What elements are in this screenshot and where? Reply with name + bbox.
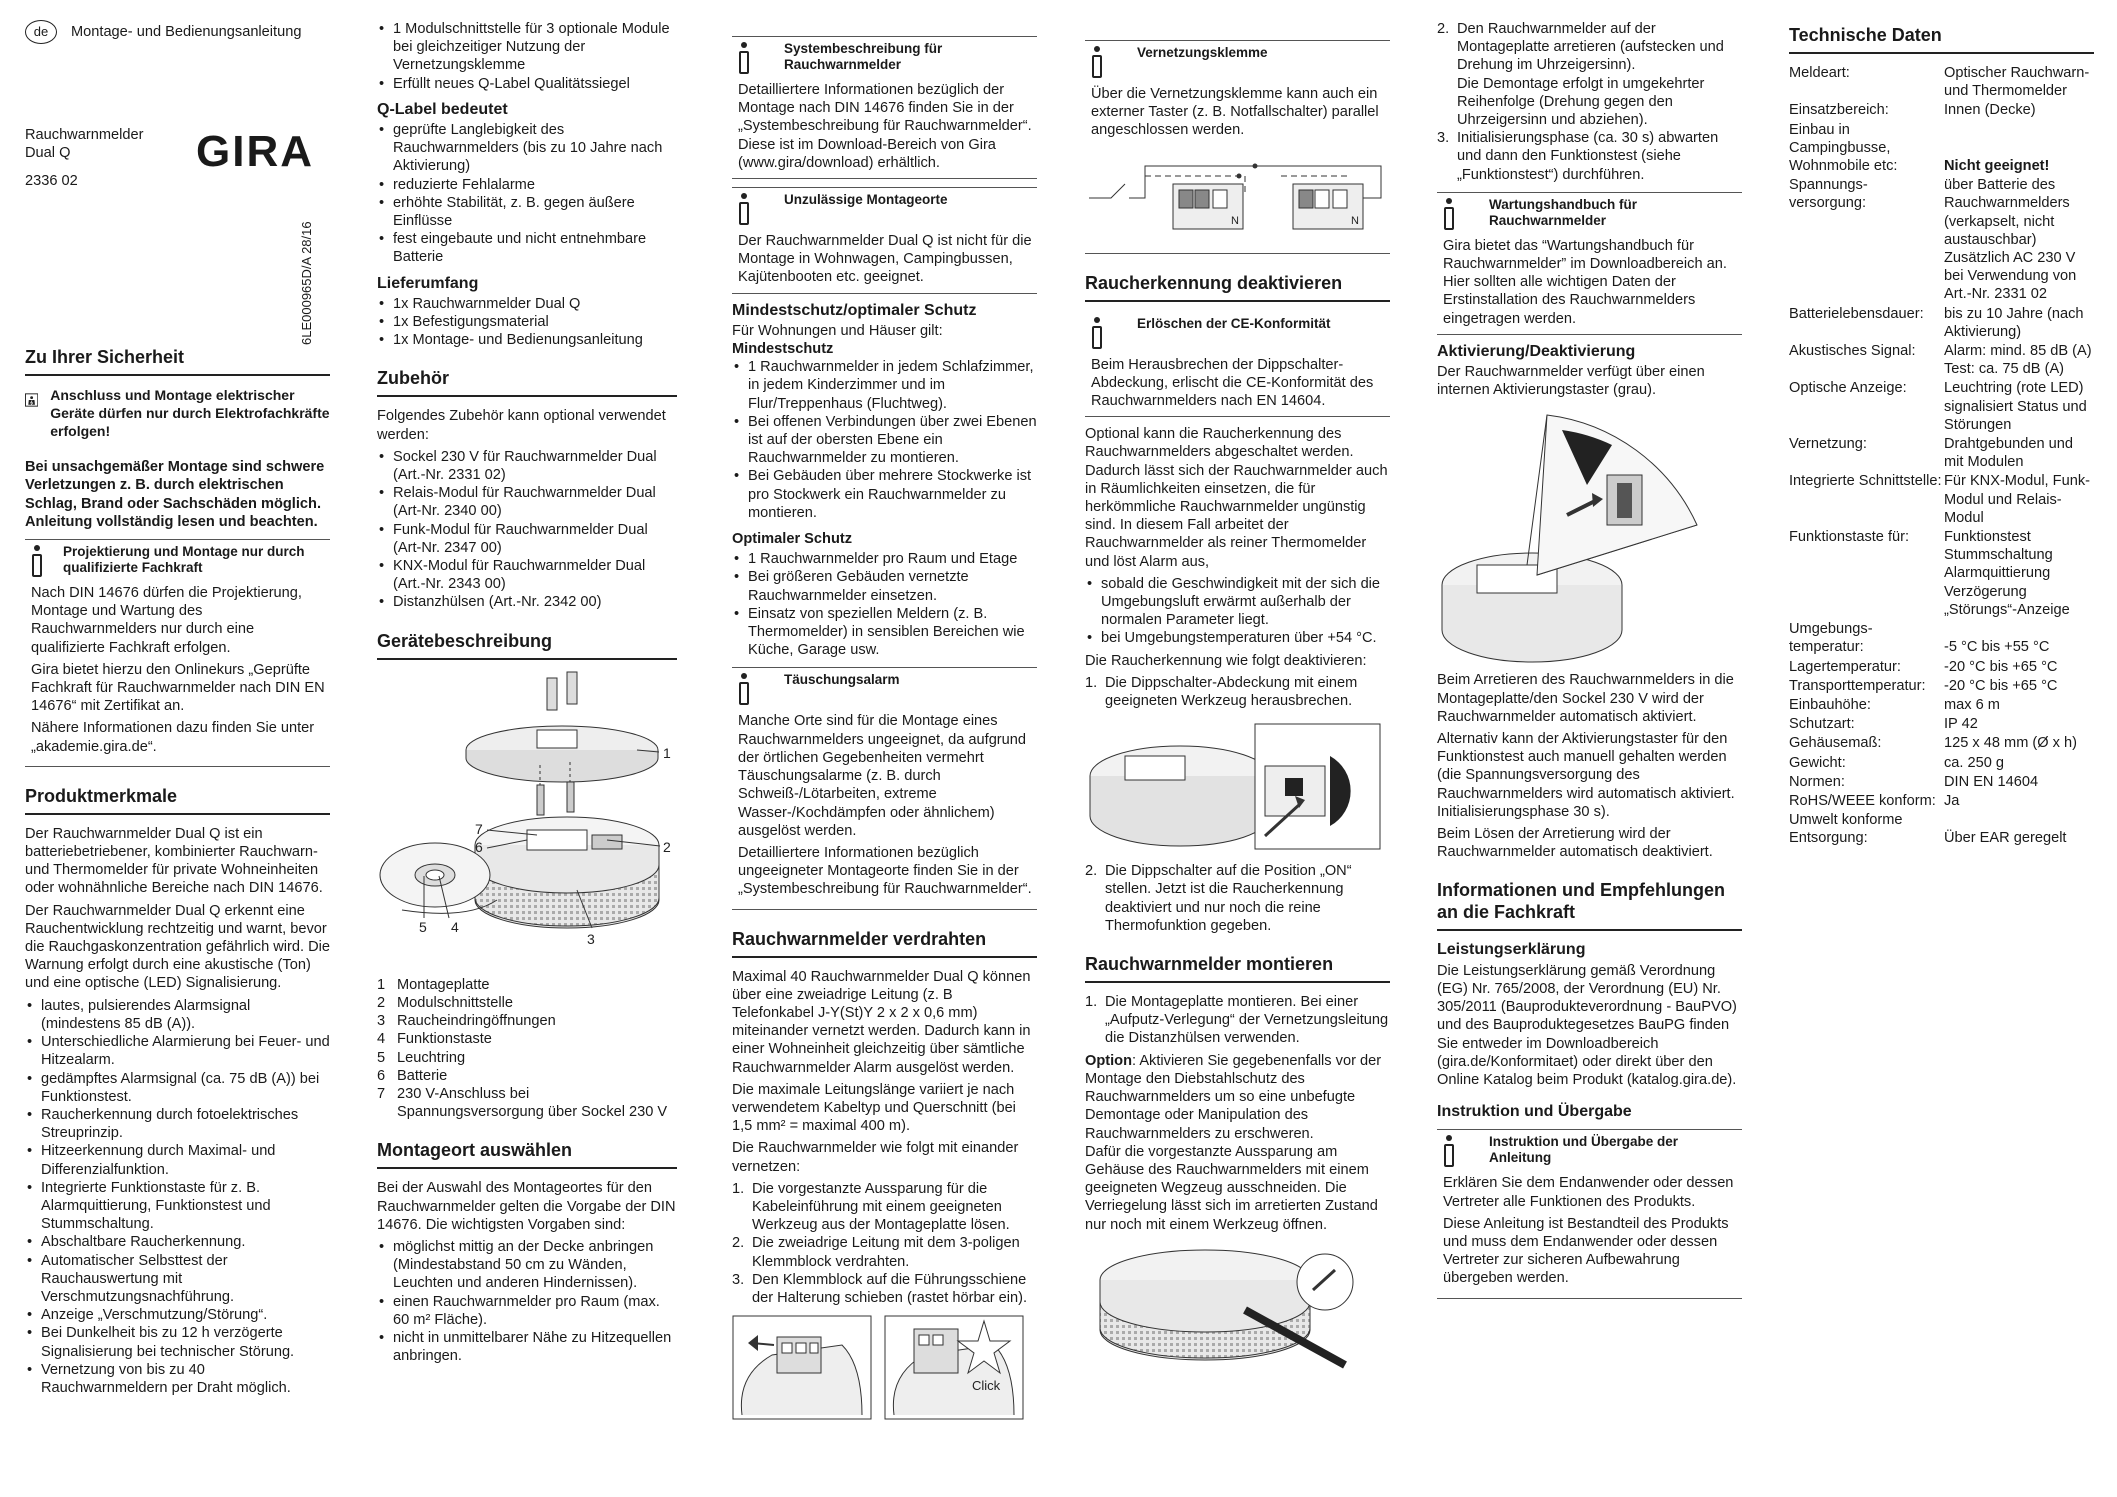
warning-text: Anschluss und Montage elektrischer Geräte dürfen nur durch Elektrofachkräfte erfolgen! xyxy=(50,386,330,440)
note-body: Beim Herausbrechen der Dippschalter-Abdeckung, erlischt die CE-Konformität des Rauchwarnmelders nach EN 14604. xyxy=(1091,356,1374,410)
legend-row: 5 Leuchtring xyxy=(377,1049,466,1066)
table-row: Spannungs-versorgung: über Batterie des Rauchwarnmelders (verkapselt, nicht austauschbar) Zusätzlich AC 230 V bei Verwendung von Art.-Nr. 2331 02 xyxy=(1789,177,2077,303)
list-item: • 1x Montage- und Bedienungsanleitung xyxy=(377,331,677,349)
location-list xyxy=(377,1238,677,1365)
note-paragraph: Diese Anleitung ist Bestandteil des Produkts und muss dem Endanwender oder dessen Vertreter zur sicheren Aufbewahrung übergeben werden. xyxy=(1443,1215,1729,1287)
list-item: • Hitzeerkennung durch Maximal- und Differenzialfunktion. xyxy=(25,1142,330,1178)
column-6 xyxy=(1789,20,2094,849)
warning-text-2: Bei unsachgemäßer Montage sind schwere Verletzungen z. B. durch elektrischen Schlag, Brand oder Sachschäden möglich. Anleitung vollständig lesen und beachten. xyxy=(25,459,325,530)
note-paragraph: Detailliertere Informationen bezüglich ungeeigneter Montageorte finden Sie in der „Systembeschreibung für Rauchwarnmelder“. xyxy=(738,844,1032,898)
figure-label: 5 xyxy=(419,918,427,935)
table-row: Einbauhöhe: max 6 m xyxy=(1789,696,2000,713)
list-item: • Relais-Modul für Rauchwarnmelder Dual (Art-Nr. 2340 00) xyxy=(377,484,677,520)
min-label: Mindestschutz xyxy=(732,341,834,358)
list-item: • Funk-Modul für Rauchwarnmelder Dual (Art-Nr. 2347 00) xyxy=(377,521,677,557)
table-row: Integrierte Schnittstelle: Für KNX-Modul, Funk-Modul und Relais-Modul xyxy=(1789,473,2090,526)
list-item: • Distanzhülsen (Art.-Nr. 2342 00) xyxy=(377,593,677,611)
info-icon xyxy=(1437,197,1461,231)
terminal-block-figure xyxy=(732,1315,872,1420)
table-row: Normen: DIN EN 14604 xyxy=(1789,773,2039,790)
section-title-info: Informationen und Empfehlungen an die Fachkraft xyxy=(1437,879,1742,931)
note-title: Projektierung und Montage nur durch qualifizierte Fachkraft xyxy=(63,544,305,576)
list-item: • 1x Rauchwarnmelder Dual Q xyxy=(377,295,677,313)
list-item: • fest eingebaute und nicht entnehmbare Batterie xyxy=(377,230,677,266)
deactivate-steps xyxy=(1085,674,1390,710)
wiring-figures xyxy=(732,1315,1037,1420)
note-paragraph: Erklären Sie dem Endanwender oder dessen Vertreter alle Funktionen des Produkts. xyxy=(1443,1175,1734,1210)
doc-type: Montage- und Bedienungsanleitung xyxy=(71,23,302,40)
mount-option: Option: Aktivieren Sie gegebenenfalls vor der Montage den Diebstahlschutz des Rauchwarnmelders um so eine unbefugte Demontage oder Manipulation des Rauchwarnmelders zu erschweren. xyxy=(1085,1052,1382,1142)
note-paragraph: Gira bietet hierzu den Onlinekurs „Geprüfte Fachkraft für Rauchwarnmelder nach DIN EN 14676“ mit Zertifikat an. xyxy=(31,661,325,715)
accessories-intro: Folgendes Zubehör kann optional verwendet werden: xyxy=(377,408,666,443)
figure-label: 1 xyxy=(663,744,671,761)
qlabel-title: Q-Label bedeutet xyxy=(377,100,508,118)
click-label: Click xyxy=(972,1378,1001,1394)
list-item: 1. Die vorgestanzte Aussparung für die Kabeleinführung mit einem geeigneten Werkzeug aus der Montageplatte lösen. xyxy=(732,1180,1010,1234)
table-row: Umwelt konforme Entsorgung: Über EAR geregelt xyxy=(1789,812,2067,847)
min-list xyxy=(732,358,1037,522)
section-title-tech: Technische Daten xyxy=(1789,24,2094,54)
list-item: • 1 Rauchwarnmelder pro Raum und Etage xyxy=(732,550,1037,568)
electrician-warning xyxy=(25,386,330,441)
device-legend xyxy=(377,976,677,1122)
info-icon xyxy=(1085,316,1109,350)
activation-title: Aktivierung/Deaktivierung xyxy=(1437,342,1636,360)
list-item: • Automatischer Selbsttest der Rauchauswertung mit Verschmutzungsnachführung. xyxy=(25,1252,330,1307)
terminal-label: N xyxy=(1351,214,1359,227)
note-network-terminal xyxy=(1085,40,1390,254)
deactivate-steps-2 xyxy=(1085,862,1390,935)
legend-row: 2 Modulschnittstelle xyxy=(377,994,513,1011)
brand-logo: GIRA xyxy=(196,127,314,176)
min-intro: Für Wohnungen und Häuser gilt: xyxy=(732,322,943,339)
list-item: • bei Umgebungstemperaturen über +54 °C. xyxy=(1085,629,1390,647)
note-paragraph: Nähere Informationen dazu finden Sie unter „akademie.gira.de“. xyxy=(31,720,315,755)
table-row: Akustisches Signal: Alarm: mind. 85 dB (A) Test: ca. 75 dB (A) xyxy=(1789,343,2092,378)
legend-row: 6 Batterie xyxy=(377,1067,448,1084)
activation-paragraph: Der Rauchwarnmelder verfügt über einen internen Aktivierungstaster (grau). xyxy=(1437,364,1705,399)
dip-switch-figure xyxy=(1085,716,1385,856)
opt-label: Optimaler Schutz xyxy=(732,531,853,548)
performance-title: Leistungserklärung xyxy=(1437,941,1586,959)
list-item: • geprüfte Langlebigkeit des Rauchwarnmelders (bis zu 10 Jahre nach Aktivierung) xyxy=(377,121,677,176)
activation-paragraph: Beim Arretieren des Rauchwarnmelders in die Montageplatte/den Sockel 230 V wird der Rauchwarnmelder automatisch aktiviert. xyxy=(1437,672,1734,725)
language-badge: de xyxy=(25,20,57,44)
list-item: 2. Den Rauchwarnmelder auf der Montageplatte arretieren (aufstecken und Drehung im Uhrzeigersinn). Die Demontage erfolgt in umgekehrter Reihenfolge (Drehung gegen den Uhrzeigersinn und abziehen). xyxy=(1437,21,1724,129)
opt-list xyxy=(732,550,1037,659)
location-intro: Bei der Auswahl des Montageortes für den Rauchwarnmelder gelten die Vorgabe der DIN 14676. Die wichtigsten Vorgaben sind: xyxy=(377,1180,676,1233)
table-row: Schutzart: IP 42 xyxy=(1789,716,1978,733)
table-row: Einbau in Campingbusse, Wohnmobile etc: Nicht geeignet! xyxy=(1789,121,2050,175)
instruction-title: Instruktion und Übergabe xyxy=(1437,1103,1632,1121)
deactivate-paragraph: Optional kann die Raucherkennung des Rauchwarnmelders abgeschaltet werden. Dadurch lässt sich der Rauchwarnmelder auch in Räumlichkeiten einsetzen, die für herkömmliche Rauchwarnmelder ungünstig sind. In diesem Fall arbeitet der Rauchwarnmelder als reiner Thermomelder und löst Alarm aus, xyxy=(1085,426,1388,570)
features-paragraph: Der Rauchwarnmelder Dual Q erkennt eine Rauchentwicklung rechtzeitig und warnt, bevor die Rauchgaskonzentration gefährlich wird. Die Warnung erfolgt durch eine akustische (Ton) und eine optische (LED) Signalisierung. xyxy=(25,902,331,992)
note-ce-conformity xyxy=(1085,312,1390,418)
info-icon xyxy=(1085,45,1109,79)
mount-steps xyxy=(1085,993,1390,1048)
list-item: • sobald die Geschwindigkeit mit der sich die Umgebungsluft erwärmt außerhalb der normalen Parameter liegt. xyxy=(1085,575,1390,630)
scope-title: Lieferumfang xyxy=(377,274,479,292)
anti-theft-figure xyxy=(1085,1240,1385,1370)
product-name: Rauchwarnmelder xyxy=(25,127,144,143)
list-item: • Unterschiedliche Alarmierung bei Feuer- und Hitzealarm. xyxy=(25,1033,330,1069)
wiring-paragraph: Maximal 40 Rauchwarnmelder Dual Q können über eine zweiadrige Leitung (z. B Telefonkabel J-Y(St)Y 2 x 2 x 0,6 mm) miteinander vernetzt werden. Dadurch kann in einer Wohneinheit gleichzeitig über sämtliche Rauchwarnmelder Alarm ausgelöst werden. xyxy=(732,968,1031,1076)
list-item: 2. Die Dippschalter auf die Position „ON“ stellen. Jetzt ist die Raucherkennung deaktiviert und nur noch die reine Thermofunktion gegeben. xyxy=(1085,863,1352,934)
deactivate-list xyxy=(1085,575,1390,648)
section-title-mount: Rauchwarnmelder montieren xyxy=(1085,953,1390,983)
product-variant: Dual Q xyxy=(25,145,71,162)
table-row: Transporttemperatur: -20 °C bis +65 °C xyxy=(1789,677,2058,694)
note-forbidden-locations xyxy=(732,187,1037,294)
deactivate-paragraph: Die Raucherkennung wie folgt deaktivieren: xyxy=(1085,652,1367,669)
list-item: • Raucherkennung durch fotoelektrisches Streuprinzip. xyxy=(25,1106,330,1142)
list-item: • Bei Dunkelheit bis zu 12 h verzögerte Signalisierung bei technischer Störung. xyxy=(25,1324,330,1360)
section-title-location: Montageort auswählen xyxy=(377,1139,677,1169)
list-item: 1. Die Montageplatte montieren. Bei einer „Aufputz-Verlegung“ der Vernetzungsleitung die Distanzhülsen verwenden. xyxy=(1085,994,1389,1047)
section-title-deactivate: Raucherkennung deaktivieren xyxy=(1085,272,1390,302)
note-system-description xyxy=(732,36,1037,179)
list-item: • KNX-Modul für Rauchwarnmelder Dual (Art.-Nr. 2343 00) xyxy=(377,557,677,593)
column-2 xyxy=(377,20,677,1369)
accessories-list xyxy=(377,448,677,612)
note-instruction xyxy=(1437,1129,1742,1298)
table-row: Vernetzung: Drahtgebunden und mit Modulen xyxy=(1789,436,2074,471)
list-item: • Anzeige „Verschmutzung/Störung“. xyxy=(25,1306,330,1324)
figure-label: 2 xyxy=(663,838,671,855)
figure-label: 3 xyxy=(587,930,595,947)
figure-label: 4 xyxy=(451,918,459,935)
tech-table xyxy=(1789,64,2094,848)
note-title: Systembeschreibung für Rauchwarnmelder xyxy=(784,41,943,72)
section-title-wiring: Rauchwarnmelder verdrahten xyxy=(732,928,1037,958)
info-icon xyxy=(732,41,756,75)
list-item: • Vernetzung von bis zu 40 Rauchwarnmeldern per Draht möglich. xyxy=(25,1361,330,1397)
list-item: • 1 Modulschnittstelle für 3 optionale Module bei gleichzeitiger Nutzung der Vernetzungsklemme xyxy=(377,20,677,75)
wiring-paragraph: Die Rauchwarnmelder wie folgt mit einander vernetzen: xyxy=(732,1140,1019,1175)
list-item: • Bei größeren Gebäuden vernetzte Rauchwarnmelder einsetzen. xyxy=(732,568,1037,604)
column-1 xyxy=(25,20,330,1401)
table-row: Einsatzbereich: Innen (Decke) xyxy=(1789,102,2036,119)
list-item: • Bei offenen Verbindungen über zwei Ebenen ist auf der obersten Ebene ein Rauchwarnmelder zu montieren. xyxy=(732,413,1037,468)
list-item: • 1x Befestigungsmaterial xyxy=(377,313,677,331)
note-body: Gira bietet das “Wartungshandbuch für Rauchwarnmelder” im Downloadbereich an. Hier sollten alle wichtigen Daten der Erstinstallation des Rauchwarnmelders eingetragen werden. xyxy=(1443,237,1727,327)
note-false-alarm xyxy=(732,667,1037,909)
note-body: Der Rauchwarnmelder Dual Q ist nicht für die Montage in Wohnwagen, Campingbussen, Kajütenbooten etc. geeignet. xyxy=(738,233,1032,286)
table-row: Meldeart: Optischer Rauchwarn- und Thermomelder xyxy=(1789,65,2090,100)
product-number: 2336 02 xyxy=(25,173,78,190)
section-title-device: Gerätebeschreibung xyxy=(377,630,677,660)
info-icon xyxy=(25,544,49,578)
list-item: • reduzierte Fehlalarme xyxy=(377,176,677,194)
activation-paragraph: Alternativ kann der Aktivierungstaster für den Funktionstest auch manuell gehalten werden (die Spannungsversorgung des Rauchwarnmelders wird automatisch aktiviert. Initialisierungsphase 30 s). xyxy=(1437,731,1735,820)
note-title: Wartungshandbuch für Rauchwarnmelder xyxy=(1489,196,1637,228)
performance-paragraph: Die Leistungserklärung gemäß Verordnung (EG) Nr. 765/2008, der Verordnung (EU) Nr. 305/2011 (Bauprodukteverordnung - BauPVO) und des Bauproduktegesetzes BauPG finden Sie entweder im Downloadbereich (gira.de/Konformitaet) oder direkt über den Online Katalog beim Produkt (katalog.gira.de). xyxy=(1437,962,1737,1088)
table-row: RoHS/WEEE konform: Ja xyxy=(1789,792,1960,809)
column-3 xyxy=(732,20,1037,1420)
column-4 xyxy=(1085,20,1390,1376)
figure-label: 7 xyxy=(475,820,483,837)
note-maintenance xyxy=(1437,192,1742,335)
note-paragraph: Manche Orte sind für die Montage eines Rauchwarnmelders ungeeignet, da aufgrund der örtlichen Gegebenheiten vermehrt Täuschungsalarme (z. B. durch Schweiß-/Lötarbeiten, extreme Wasser-/Kochdämpfen oder ähnlichem) ausgelöst werden. xyxy=(738,713,1027,839)
list-item: • Integrierte Funktionstaste für z. B. Alarmquittierung, Funktionstest und Stummschaltung. xyxy=(25,1179,330,1234)
mount-steps-cont xyxy=(1437,20,1742,184)
legend-row: 4 Funktionstaste xyxy=(377,1031,492,1048)
mount-paragraph: Dafür die vorgestanzte Aussparung am Gehäuse des Rauchwarnmelders mit einem geeigneten Wegzeug ausschneiden. Die Verriegelung lässt sich im arretierten Zustand nur noch mit einem Werkzeug öffnen. xyxy=(1085,1143,1378,1233)
note-body: Über die Vernetzungsklemme kann auch ein externer Taster (z. B. Notfallschalter) parallel angeschlossen werden. xyxy=(1091,86,1379,139)
note-title: Vernetzungsklemme xyxy=(1137,45,1268,60)
min-protection-title: Mindestschutz/optimaler Schutz xyxy=(732,301,977,319)
electrician-icon xyxy=(25,386,38,414)
figure-label: 6 xyxy=(475,838,483,855)
list-item: • Abschaltbare Raucherkennung. xyxy=(25,1233,330,1251)
table-row: Umgebungs-temperatur: -5 °C bis +55 °C xyxy=(1789,621,2050,656)
section-title-accessories: Zubehör xyxy=(377,367,677,397)
list-item: 1. Die Dippschalter-Abdeckung mit einem geeigneten Werkzeug herausbrechen. xyxy=(1085,674,1358,710)
note-qualified xyxy=(25,539,330,767)
legend-row: 3 Raucheindringöffnungen xyxy=(377,1013,556,1030)
list-item: • erhöhte Stabilität, z. B. gegen äußere Einflüsse xyxy=(377,194,677,230)
table-row: Funktionstaste für: Funktionstest Stummschaltung Alarmquittierung Verzögerung „Störungs“-Anzeige xyxy=(1789,529,2070,618)
list-item: 2. Die zweiadrige Leitung mit dem 3-poligen Klemmblock verdrahten. xyxy=(732,1235,1020,1270)
doc-code: 6LE000965D/A 28/16 xyxy=(299,221,314,345)
info-icon xyxy=(732,672,756,706)
note-title: Erlöschen der CE-Konformität xyxy=(1137,315,1331,331)
note-title: Instruktion und Übergabe der Anleitung xyxy=(1489,1134,1679,1166)
info-icon xyxy=(1437,1134,1461,1168)
table-row: Gewicht: ca. 250 g xyxy=(1789,754,2005,771)
info-icon xyxy=(732,192,756,226)
doc-header xyxy=(25,20,330,44)
table-row: Lagertemperatur: -20 °C bis +65 °C xyxy=(1789,658,2058,675)
list-item: • nicht in unmittelbarer Nähe zu Hitzequellen anbringen. xyxy=(377,1329,677,1365)
terminal-label: N xyxy=(1231,214,1239,227)
list-item: • einen Rauchwarnmelder pro Raum (max. 60 m² Fläche). xyxy=(377,1293,677,1329)
table-row: Batterielebensdauer: bis zu 10 Jahre (nach Aktivierung) xyxy=(1789,305,2084,340)
section-title-safety: Zu Ihrer Sicherheit xyxy=(25,346,330,376)
list-item: • Sockel 230 V für Rauchwarnmelder Dual (Art.-Nr. 2331 02) xyxy=(377,448,677,484)
list-item: 3. Initialisierungsphase (ca. 30 s) abwarten und dann den Funktionstest (siehe „Funktionstest“) durchführen. xyxy=(1437,130,1719,183)
note-paragraph: Nach DIN 14676 dürfen die Projektierung, Montage und Wartung des Rauchwarnmelders nur durch eine qualifizierte Fachkraft erfolgen. xyxy=(31,585,302,656)
note-title: Täuschungsalarm xyxy=(784,672,900,688)
note-body: Detailliertere Informationen bezüglich der Montage nach DIN 14676 finden Sie in der „Systembeschreibung für Rauchwarnmelder“. Diese ist im Download-Bereich von Gira (www.gira/download) erhältlich. xyxy=(738,82,1032,171)
list-item: • möglichst mittig an der Decke anbringen (Mindestabstand 50 cm zu Wänden, Leuchten und anderen Hindernissen). xyxy=(377,1238,677,1293)
terminal-click-figure xyxy=(884,1315,1024,1420)
features-list-continued xyxy=(377,20,677,93)
section-title-features: Produktmerkmale xyxy=(25,785,330,815)
activation-button-figure xyxy=(1437,405,1737,665)
legend-row: 1 Montageplatte xyxy=(377,976,490,993)
list-item: • Einsatz von speziellen Meldern (z. B. Thermomelder) in sensiblen Bereichen wie Küche, Garage usw. xyxy=(732,605,1037,660)
list-item: • 1 Rauchwarnmelder in jedem Schlafzimmer, in jedem Kinderzimmer und im Flur/Treppenhaus (Fluchtweg). xyxy=(732,358,1037,413)
list-item: • Bei Gebäuden über mehrere Stockwerke ist pro Stockwerk ein Rauchwarnmelder zu montieren. xyxy=(732,467,1037,522)
table-row: Gehäusemaß: 125 x 48 mm (Ø x h) xyxy=(1789,735,2078,752)
scope-list xyxy=(377,295,677,350)
list-item: • lautes, pulsierendes Alarmsignal (mindestens 85 dB (A)). xyxy=(25,997,330,1033)
column-5 xyxy=(1437,20,1742,1307)
wiring-steps xyxy=(732,1180,1037,1307)
features-paragraph: Der Rauchwarnmelder Dual Q ist ein batteriebetriebener, kombinierter Rauchwarn- und Thermomelder für private Wohneinheiten oder wohnähnliche Bereiche nach DIN 14676. xyxy=(25,825,323,897)
activation-paragraph: Beim Lösen der Arretierung wird der Rauchwarnmelder automatisch deaktiviert. xyxy=(1437,826,1713,861)
legend-row: 7 230 V-Anschluss bei Spannungsversorgung über Sockel 230 V xyxy=(377,1085,668,1121)
product-block xyxy=(25,126,330,191)
list-item: 3. Den Klemmblock auf die Führungsschiene der Halterung schieben (rastet hörbar ein). xyxy=(732,1271,1027,1306)
list-item: • Erfüllt neues Q-Label Qualitätssiegel xyxy=(377,75,677,93)
list-item: • gedämpftes Alarmsignal (ca. 75 dB (A)) bei Funktionstest. xyxy=(25,1070,330,1106)
table-row: Optische Anzeige: Leuchtring (rote LED) signalisiert Status und Störungen xyxy=(1789,380,2087,433)
features-list xyxy=(25,997,330,1397)
device-exploded-figure xyxy=(377,670,677,970)
note-title: Unzulässige Montageorte xyxy=(784,192,948,208)
network-wiring-figure xyxy=(1085,146,1385,241)
qlabel-list xyxy=(377,121,677,267)
wiring-paragraph: Die maximale Leitungslänge variiert je nach verwendetem Kabeltyp und Querschnitt (bei 1,5 mm² = maximal 400 m). xyxy=(732,1081,1016,1135)
